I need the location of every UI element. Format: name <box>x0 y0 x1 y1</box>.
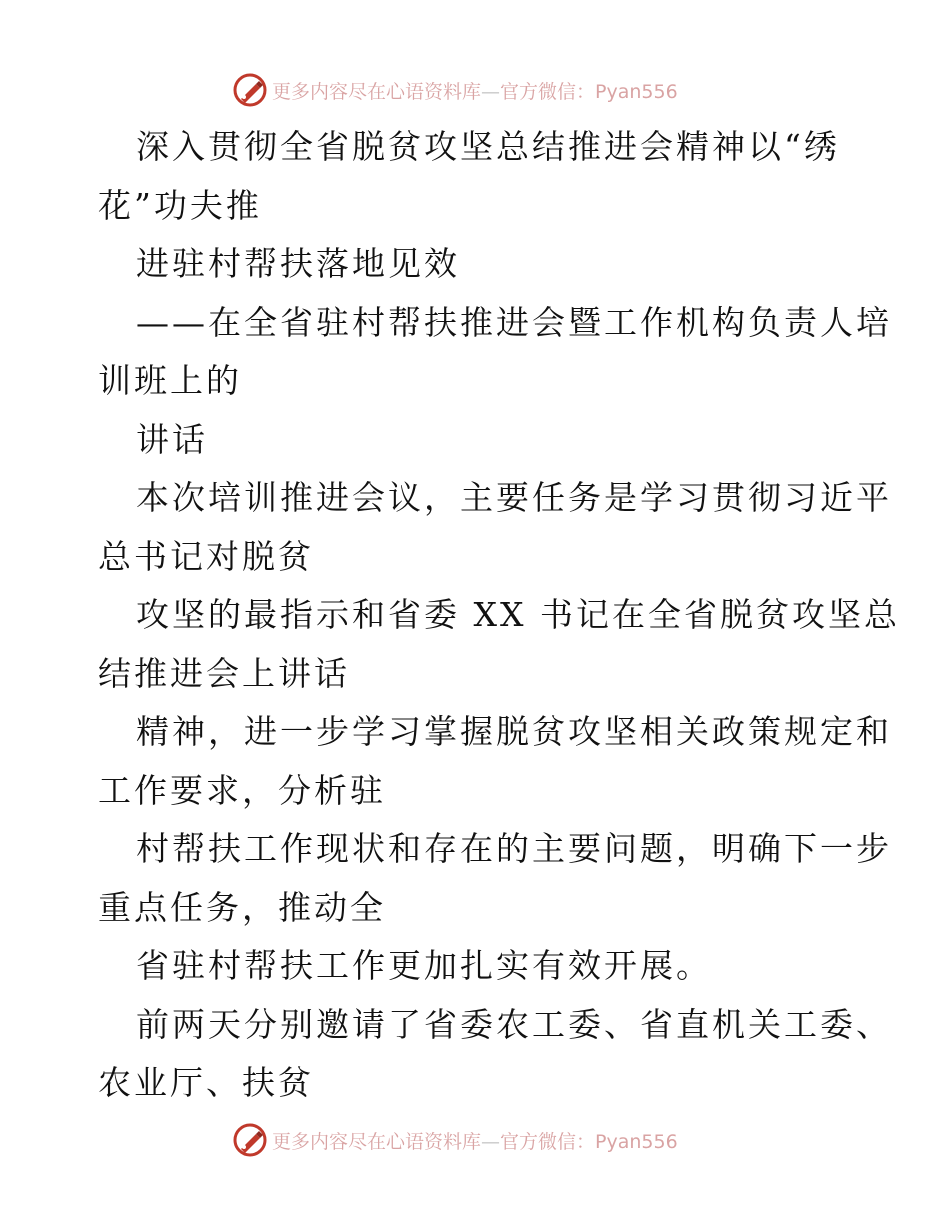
text-line: 讲话 <box>136 419 208 459</box>
document-body <box>98 118 900 1113</box>
footer-watermark <box>232 1120 678 1160</box>
text-line: 训班上的 <box>98 361 242 400</box>
pen-logo-icon <box>232 1122 268 1158</box>
text-line: 重点任务，推动全 <box>98 887 386 927</box>
watermark-official: 官方微信： <box>500 1130 596 1153</box>
text-line: 攻坚的最指示和省委 XX 书记在全省脱贫攻坚总 <box>136 595 900 634</box>
text-line: 村帮扶工作现状和存在的主要问题，明确下一步 <box>136 829 892 868</box>
text-line: 工作要求，分析驻 <box>98 770 386 810</box>
text-line: 精神，进一步学习掌握脱贫攻坚相关政策规定和 <box>136 712 892 751</box>
watermark-dash: — <box>481 1130 501 1153</box>
text-line: 深入贯彻全省脱贫攻坚总结推进会精神以“绣 <box>136 127 840 166</box>
watermark-official: 官方微信： <box>500 80 596 103</box>
watermark-slogan: 更多内容尽在心语资料库 <box>272 1130 482 1153</box>
text-line: 省驻村帮扶工作更加扎实有效开展。 <box>136 946 712 985</box>
watermark-dash: — <box>481 80 501 103</box>
watermark-text <box>272 77 678 104</box>
header-watermark <box>232 70 678 110</box>
text-line: 进驻村帮扶落地见效 <box>136 244 460 283</box>
text-line: 前两天分别邀请了省委农工委、省直机关工委、 <box>136 1004 892 1044</box>
pen-logo-icon <box>232 72 268 108</box>
watermark-text <box>272 1127 678 1154</box>
text-line: 农业厅、扶贫 <box>98 1063 314 1102</box>
text-line: 总书记对脱贫 <box>98 536 314 576</box>
watermark-account: Pyan556 <box>595 80 678 103</box>
text-line: ——在全省驻村帮扶推进会暨工作机构负责人培 <box>136 302 892 342</box>
watermark-slogan: 更多内容尽在心语资料库 <box>272 80 482 103</box>
text-line: 本次培训推进会议，主要任务是学习贯彻习近平 <box>136 478 892 517</box>
text-line: 结推进会上讲话 <box>98 653 350 693</box>
text-line: 花”功夫推 <box>98 185 262 225</box>
watermark-account: Pyan556 <box>595 1130 678 1153</box>
